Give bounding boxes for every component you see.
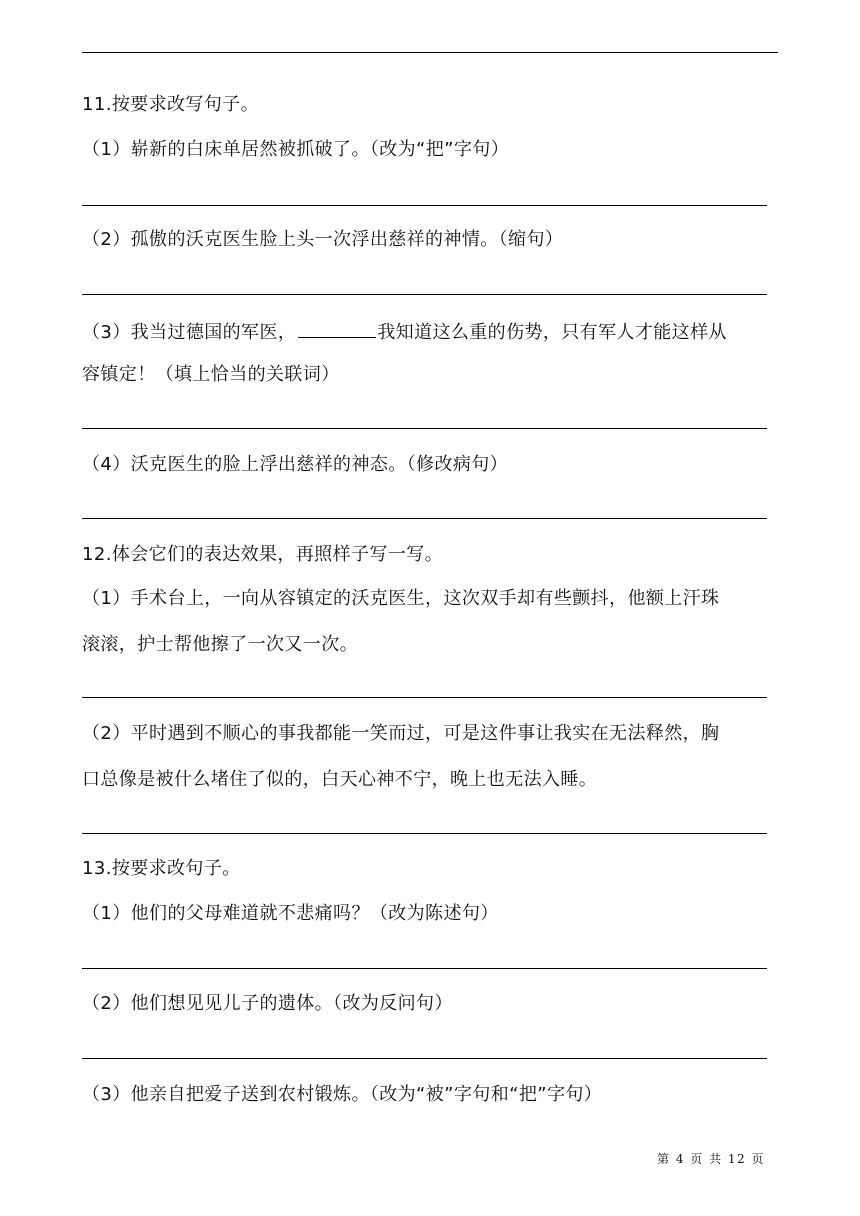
q13-item-3: （3）他亲自把爱子送到农村锻炼。（改为“被”字句和“把”字句）: [82, 1084, 603, 1105]
q12-item-2-line-2: 口总像是被什么堵住了似的，白天心神不宁，晚上也无法入睡。: [82, 769, 598, 790]
page-number: 第 4 页 共 12 页: [657, 1152, 765, 1166]
q11-answer-line-3[interactable]: [82, 428, 767, 429]
header-rule: [82, 52, 778, 53]
q11-item-4: （4）沃克医生的脸上浮出慈祥的神态。（修改病句）: [82, 454, 509, 475]
q13-item-1: （1）他们的父母难道就不悲痛吗？（改为陈述句）: [82, 903, 499, 924]
q13-answer-line-1[interactable]: [82, 968, 767, 969]
q12-answer-line-1[interactable]: [82, 697, 767, 698]
q12-item-1-line-2: 滚滚，护士帮他擦了一次又一次。: [82, 634, 358, 655]
q13-item-2: （2）他们想见见儿子的遗体。（改为反问句）: [82, 993, 453, 1014]
q11-item-2: （2）孤傲的沃克医生脸上头一次浮出慈祥的神情。（缩句）: [82, 229, 564, 250]
q11-item-3-before: （3）我当过德国的军医，: [82, 322, 297, 343]
q11-item-1: （1）崭新的白床单居然被抓破了。（改为“把”字句）: [82, 139, 510, 160]
q11-answer-line-4[interactable]: [82, 518, 767, 519]
q12-item-1-line-1: （1）手术台上，一向从容镇定的沃克医生，这次双手却有些颤抖，他额上汗珠: [82, 588, 720, 609]
q12-item-2-line-1: （2）平时遇到不顺心的事我都能一笑而过，可是这件事让我实在无法释然，胸: [82, 723, 720, 744]
q11-item-3-line-2: 容镇定！（填上恰当的关联词）: [82, 364, 340, 385]
q12-heading: 12.体会它们的表达效果，再照样子写一写。: [82, 544, 444, 565]
q13-heading: 13.按要求改句子。: [82, 858, 241, 879]
q13-answer-line-2[interactable]: [82, 1058, 767, 1059]
q12-answer-line-2[interactable]: [82, 833, 767, 834]
q11-item-3-after: 我知道这么重的伤势，只有军人才能这样从: [377, 322, 727, 343]
q11-item-3-line-1: [82, 319, 727, 345]
q11-item-3-fill-blank[interactable]: [298, 319, 376, 338]
q11-heading: 11.按要求改写句子。: [82, 94, 260, 115]
q11-answer-line-2[interactable]: [82, 294, 767, 295]
q11-answer-line-1[interactable]: [82, 205, 767, 206]
